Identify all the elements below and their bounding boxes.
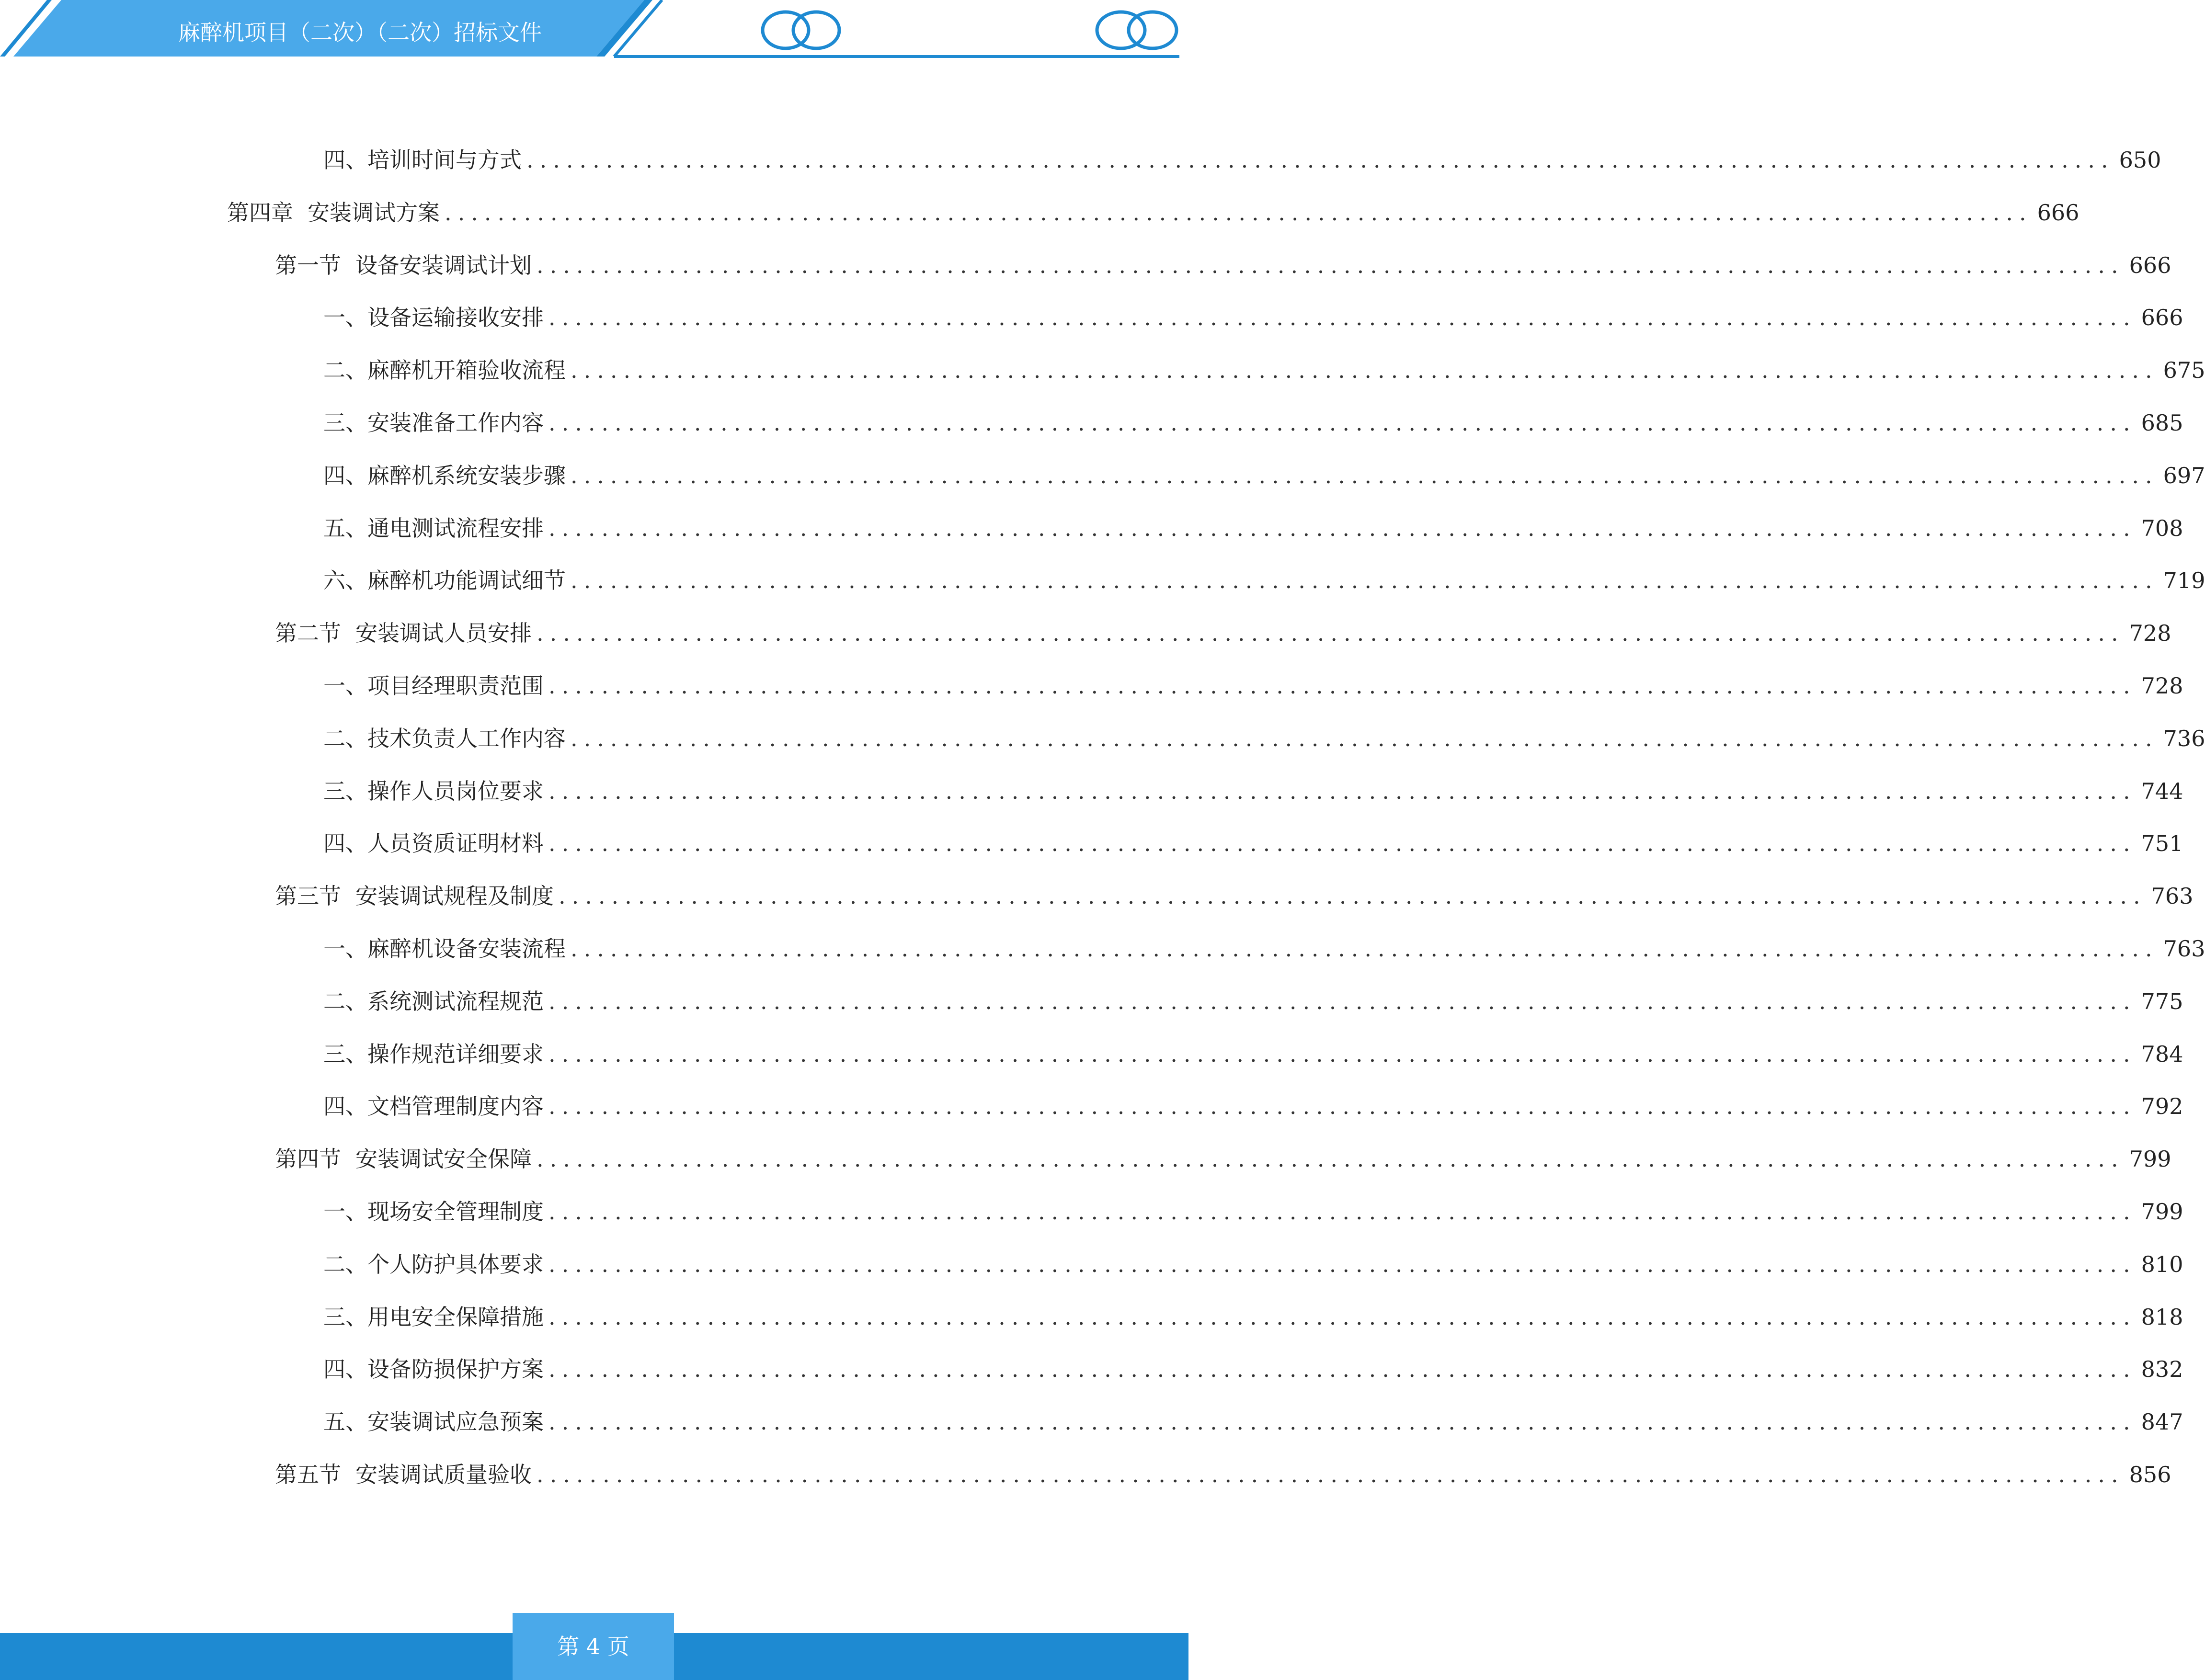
toc-leader-dots: ........................................................................................................................ (548, 515, 2136, 541)
toc-entry-title: 安装调试质量验收 (355, 1461, 532, 1487)
toc-entry-title: 安装调试人员安排 (355, 620, 532, 646)
toc-entry-page: 728 (2141, 672, 2183, 699)
toc-leader-dots: ........................................................................................................................ (537, 1461, 2125, 1487)
toc-entry-page: 818 (2141, 1304, 2183, 1330)
toc-entry-title: 安装调试规程及制度 (355, 883, 554, 909)
toc-entry[interactable] (323, 981, 2183, 1015)
toc-entry[interactable] (323, 1349, 2183, 1383)
toc-entry-title: 麻醉机开箱验收流程 (367, 357, 566, 383)
toc-leader-dots: ........................................................................................................................ (548, 1304, 2136, 1330)
toc-entry[interactable] (275, 1454, 2171, 1488)
toc-entry-number: 第二节 (275, 620, 341, 646)
toc-entry-page: 736 (2163, 725, 2205, 751)
toc-entry-page: 763 (2163, 935, 2205, 962)
toc-entry-page: 856 (2129, 1461, 2171, 1487)
toc-entry-title: 现场安全管理制度 (367, 1198, 544, 1225)
toc-entry-page: 728 (2129, 620, 2171, 646)
toc-entry-page: 685 (2141, 409, 2183, 436)
toc-entry-title: 技术负责人工作内容 (367, 725, 566, 751)
toc-entry-title: 操作人员岗位要求 (367, 778, 544, 804)
toc-entry[interactable] (323, 1244, 2183, 1278)
toc-leader-dots: ........................................................................................................................ (559, 883, 2147, 909)
toc-entry[interactable] (323, 350, 2205, 384)
page-header (0, 0, 1188, 62)
toc-entry-title: 设备运输接收安排 (367, 304, 544, 330)
toc-entry-number: 二、 (323, 725, 367, 751)
toc-entry-page: 810 (2141, 1251, 2183, 1277)
toc-entry-title: 安装调试方案 (308, 199, 440, 226)
toc-entry-title: 安装准备工作内容 (367, 409, 544, 436)
toc-leader-dots: ........................................................................................................................ (548, 1408, 2136, 1435)
toc-entry-number: 二、 (323, 988, 367, 1014)
toc-entry-number: 四、 (323, 830, 367, 856)
toc-entry-number: 三、 (323, 1304, 367, 1330)
toc-entry-number: 五、 (323, 515, 367, 541)
toc-entry-title: 系统测试流程规范 (367, 988, 544, 1014)
toc-entry-number: 二、 (323, 357, 367, 383)
toc-entry-number: 第四章 (227, 199, 293, 226)
toc-leader-dots: ........................................................................................................................ (548, 1041, 2136, 1067)
toc-entry[interactable] (323, 1086, 2183, 1120)
document-title: 麻醉机项目（二次）（二次）招标文件 (178, 20, 542, 45)
toc-entry[interactable] (323, 1297, 2183, 1330)
toc-leader-dots: ........................................................................................................................ (571, 935, 2159, 962)
toc-leader-dots: ........................................................................................................................ (537, 1146, 2125, 1172)
toc-entry-number: 四、 (323, 1093, 367, 1119)
toc-entry-page: 666 (2129, 252, 2171, 278)
toc-entry-title: 通电测试流程安排 (367, 515, 544, 541)
toc-entry-number: 六、 (323, 567, 367, 593)
toc-entry-number: 三、 (323, 1041, 367, 1067)
toc-leader-dots: ........................................................................................................................ (537, 252, 2125, 278)
toc-entry[interactable] (323, 929, 2205, 962)
toc-entry-title: 设备安装调试计划 (355, 252, 532, 278)
toc-entry-page: 784 (2141, 1041, 2183, 1067)
toc-entry[interactable] (275, 613, 2171, 647)
toc-entry[interactable] (323, 1034, 2183, 1067)
toc-entry-number: 四、 (323, 147, 367, 173)
toc-entry-number: 一、 (323, 304, 367, 330)
toc-entry-number: 三、 (323, 778, 367, 804)
toc-leader-dots: ........................................................................................................................ (548, 778, 2136, 804)
toc-entry-page: 792 (2141, 1093, 2183, 1119)
toc-entry-page: 832 (2141, 1356, 2183, 1382)
toc-leader-dots: ........................................................................................................................ (526, 147, 2114, 173)
toc-entry-title: 文档管理制度内容 (367, 1093, 544, 1119)
toc-entry[interactable] (323, 823, 2183, 857)
toc-entry[interactable] (275, 1139, 2171, 1172)
toc-entry[interactable] (323, 403, 2183, 436)
toc-entry-page: 719 (2163, 567, 2205, 593)
toc-entry-title: 安装调试安全保障 (355, 1146, 532, 1172)
toc-entry-number: 四、 (323, 462, 367, 488)
toc-entry-number: 第五节 (275, 1461, 341, 1487)
toc-leader-dots: ........................................................................................................................ (548, 409, 2136, 436)
toc-entry-title: 项目经理职责范围 (367, 672, 544, 699)
toc-entry-number: 二、 (323, 1251, 367, 1277)
toc-entry-title: 个人防护具体要求 (367, 1251, 544, 1277)
toc-entry-page: 708 (2141, 515, 2183, 541)
toc-entry-page: 744 (2141, 778, 2183, 804)
toc-leader-dots: ........................................................................................................................ (548, 1093, 2136, 1119)
toc-entry-title: 操作规范详细要求 (367, 1041, 544, 1067)
toc-entry-page: 666 (2141, 304, 2183, 330)
toc-entry-number: 一、 (323, 935, 367, 962)
toc-entry[interactable] (323, 1192, 2183, 1225)
toc-entry-number: 第四节 (275, 1146, 341, 1172)
toc-entry[interactable] (323, 140, 2161, 173)
toc-entry[interactable] (323, 666, 2183, 699)
logo-rings-icon-right (1097, 12, 1177, 48)
toc-entry-number: 第一节 (275, 252, 341, 278)
toc-entry[interactable] (323, 297, 2183, 331)
toc-entry-title: 安装调试应急预案 (367, 1408, 544, 1435)
toc-entry[interactable] (323, 771, 2183, 805)
toc-entry-number: 四、 (323, 1356, 367, 1382)
toc-entry-page: 799 (2129, 1146, 2171, 1172)
toc-entry-number: 五、 (323, 1408, 367, 1435)
toc-entry[interactable] (275, 876, 2194, 909)
toc-leader-dots: ........................................................................................................................ (537, 620, 2125, 646)
toc-entry-title: 设备防损保护方案 (367, 1356, 544, 1382)
toc-entry-page: 666 (2037, 199, 2079, 226)
toc-entry-title: 用电安全保障措施 (367, 1304, 544, 1330)
toc-entry-page: 775 (2141, 988, 2183, 1014)
toc-entry-page: 697 (2163, 462, 2205, 488)
toc-entry-title: 人员资质证明材料 (367, 830, 544, 856)
toc-entry-page: 751 (2141, 830, 2183, 856)
toc-entry-page: 650 (2119, 147, 2161, 173)
toc-entry-page: 763 (2151, 883, 2194, 909)
toc-entry-page: 847 (2141, 1408, 2183, 1435)
toc-leader-dots: ........................................................................................................................ (571, 725, 2159, 751)
toc-leader-dots: ........................................................................................................................ (548, 1251, 2136, 1277)
toc-leader-dots: ........................................................................................................................ (548, 988, 2136, 1014)
toc-entry-number: 一、 (323, 1198, 367, 1225)
toc-leader-dots: ........................................................................................................................ (548, 1356, 2136, 1382)
toc-entry-page: 799 (2141, 1198, 2183, 1225)
toc-leader-dots: ........................................................................................................................ (548, 672, 2136, 699)
toc-entry-title: 麻醉机系统安装步骤 (367, 462, 566, 488)
toc-entry[interactable] (323, 455, 2205, 489)
toc-entry[interactable] (227, 193, 2079, 226)
toc-entry-number: 第三节 (275, 883, 341, 909)
toc-entry[interactable] (323, 1402, 2183, 1435)
toc-leader-dots: ........................................................................................................................ (548, 304, 2136, 330)
logo-rings-icon (763, 12, 839, 48)
toc-entry[interactable] (275, 245, 2171, 279)
page-number: 第 4 页 (513, 1613, 674, 1680)
toc-leader-dots: ........................................................................................................................ (548, 1198, 2136, 1225)
toc-entry-number: 三、 (323, 409, 367, 436)
toc-leader-dots: ........................................................................................................................ (571, 567, 2159, 593)
toc-entry[interactable] (323, 560, 2205, 594)
toc-entry-title: 麻醉机设备安装流程 (367, 935, 566, 962)
toc-leader-dots: ........................................................................................................................ (548, 830, 2136, 856)
toc-entry-number: 一、 (323, 672, 367, 699)
toc-leader-dots: ........................................................................................................................ (571, 357, 2159, 383)
toc-entry[interactable] (323, 508, 2183, 542)
toc-entry-page: 675 (2163, 357, 2205, 383)
toc-leader-dots: ........................................................................................................................ (571, 462, 2159, 488)
toc-leader-dots: ........................................................................................................................ (445, 199, 2033, 226)
toc-entry-title: 麻醉机功能调试细节 (367, 567, 566, 593)
toc-entry[interactable] (323, 718, 2205, 752)
toc-entry-title: 培训时间与方式 (367, 147, 522, 173)
